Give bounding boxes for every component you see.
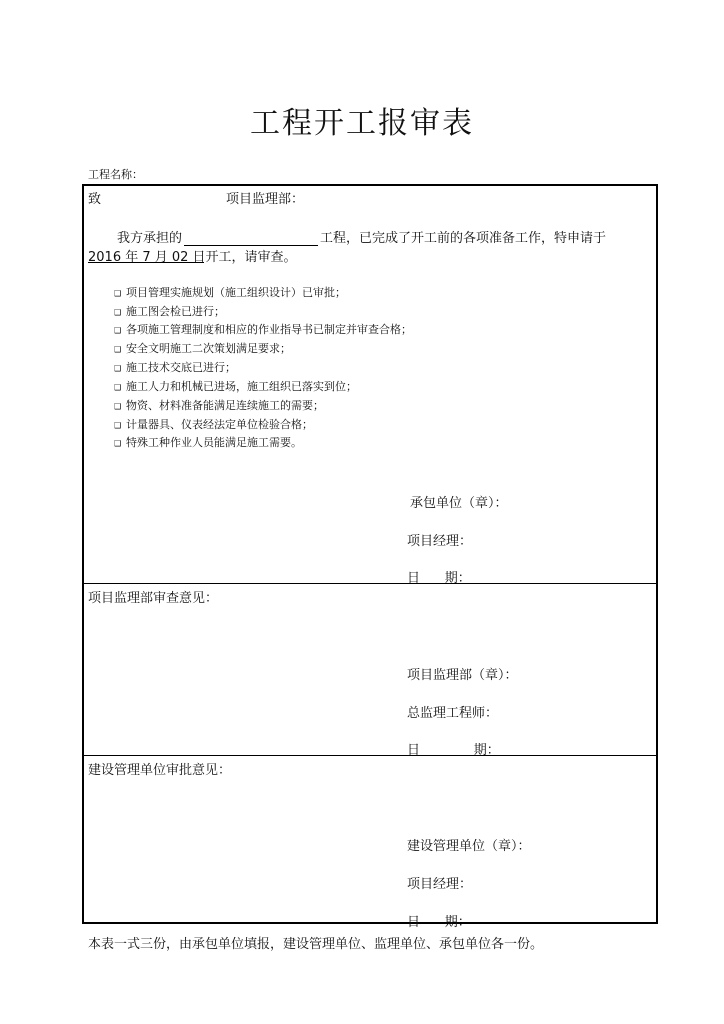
checklist-item: ❑ 施工技术交底已进行； [114,361,236,374]
project-name-blank[interactable] [184,231,318,246]
checkbox-icon[interactable]: ❑ [114,326,122,335]
checklist-item: ❑ 计量器具、仪表经法定单位检验合格； [114,418,313,431]
checkbox-icon[interactable]: ❑ [114,345,122,354]
checkbox-icon[interactable]: ❑ [114,439,122,448]
chief-engineer-label: 总监理工程师： [407,706,499,721]
project-name-label: 工程名称： [88,168,143,181]
project-manager-label: 项目经理： [407,877,473,892]
checkbox-icon[interactable]: ❑ [114,308,122,317]
checklist-item: ❑ 物资、材料准备能满足连续施工的需要； [114,399,324,412]
start-date-line: 2016 年 7 月 02 日开工，请审查。 [88,250,297,265]
checkbox-icon[interactable]: ❑ [114,421,122,430]
supervision-seal-label: 项目监理部（章）： [407,668,518,683]
checklist-item: ❑ 各项施工管理制度和相应的作业指导书已制定并审查合格； [114,323,412,336]
date-underline [88,262,204,263]
footer-note: 本表一式三份，由承包单位填报，建设管理单位、监理单位、承包单位各一份。 [88,937,544,952]
checklist-item: ❑ 特殊工种作业人员能满足施工需要。 [114,436,302,449]
checkbox-icon[interactable]: ❑ [114,289,122,298]
project-manager-label: 项目经理： [407,534,473,549]
intro-prefix: 我方承担的 [117,231,183,246]
date-label: 日 期： [407,915,471,930]
owner-approval-heading: 建设管理单位审批意见： [88,763,232,778]
contractor-seal-label: 承包单位（章）： [410,496,508,511]
section-divider [82,755,658,756]
owner-seal-label: 建设管理单位（章）： [407,839,531,854]
checkbox-icon[interactable]: ❑ [114,402,122,411]
date-label: 日 期： [407,571,471,586]
checklist-item: ❑ 项目管理实施规划（施工组织设计）已审批； [114,286,346,299]
to-label: 致 [88,192,102,207]
page-title: 工程开工报审表 [250,106,474,141]
date-label: 日 期： [407,743,500,758]
section-divider [82,583,658,584]
checklist-item: ❑ 施工人力和机械已进场，施工组织已落实到位； [114,380,357,393]
intro-paragraph [117,227,606,246]
checkbox-icon[interactable]: ❑ [114,383,122,392]
checkbox-icon[interactable]: ❑ [114,364,122,373]
intro-suffix: 工程，已完成了开工前的各项准备工作，特申请于 [320,231,607,246]
supervision-review-heading: 项目监理部审查意见： [88,591,219,606]
checklist-item: ❑ 安全文明施工二次策划满足要求； [114,342,291,355]
supervision-dept-label: 项目监理部： [226,192,305,207]
checklist-item: ❑ 施工图会检已进行； [114,305,225,318]
